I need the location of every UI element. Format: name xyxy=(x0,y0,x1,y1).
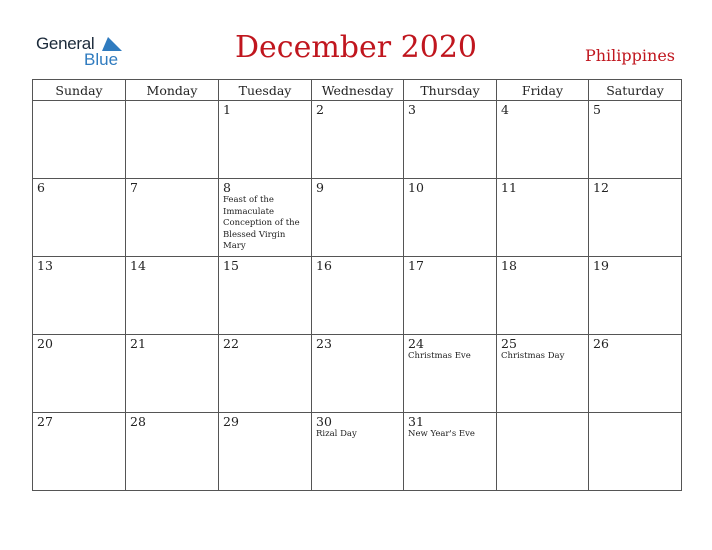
day-cell xyxy=(33,257,126,335)
day-cell xyxy=(404,179,497,257)
day-cell xyxy=(126,179,219,257)
day-cell xyxy=(219,335,312,413)
day-cell xyxy=(126,413,219,491)
day-number: 14 xyxy=(130,258,146,273)
day-number xyxy=(497,413,588,415)
holiday-label: Rizal Day xyxy=(316,429,357,439)
day-cell xyxy=(589,413,682,491)
day-number: 18 xyxy=(501,258,517,273)
day-number: 7 xyxy=(130,180,138,195)
day-cell xyxy=(404,335,497,413)
day-number: 24 xyxy=(408,336,424,351)
day-number xyxy=(126,101,218,103)
holiday-label: New Year's Eve xyxy=(408,429,475,439)
day-number: 2 xyxy=(316,102,324,117)
weekday-header: Thursday xyxy=(404,80,497,101)
day-cell xyxy=(497,413,589,491)
logo-blue-text: Blue xyxy=(84,50,119,69)
day-cell xyxy=(589,179,682,257)
day-number: 11 xyxy=(501,180,517,195)
logo-general-text: General xyxy=(36,34,95,53)
day-number: 3 xyxy=(408,102,416,117)
week-row xyxy=(33,413,682,491)
week-row xyxy=(33,101,682,179)
day-cell xyxy=(404,257,497,335)
day-number: 31 xyxy=(408,414,424,429)
day-cell xyxy=(404,101,497,179)
day-number: 21 xyxy=(130,336,146,351)
holiday-label: Christmas Day xyxy=(501,351,565,361)
day-number: 15 xyxy=(223,258,239,273)
day-cell xyxy=(589,335,682,413)
day-number: 17 xyxy=(408,258,424,273)
day-cell xyxy=(589,101,682,179)
day-number: 13 xyxy=(37,258,53,273)
day-number: 19 xyxy=(593,258,609,273)
day-cell xyxy=(404,413,497,491)
weekday-header: Monday xyxy=(126,80,219,101)
day-cell xyxy=(219,257,312,335)
weekday-header: Saturday xyxy=(589,80,682,101)
weekday-header: Friday xyxy=(497,80,589,101)
day-number: 20 xyxy=(37,336,53,351)
day-number: 9 xyxy=(316,180,324,195)
day-number: 25 xyxy=(501,336,517,351)
day-cell xyxy=(219,179,312,257)
week-row xyxy=(33,257,682,335)
day-number xyxy=(33,101,125,103)
day-cell xyxy=(497,257,589,335)
day-cell xyxy=(497,101,589,179)
day-cell xyxy=(33,179,126,257)
day-number: 4 xyxy=(501,102,509,117)
weekday-header-row xyxy=(33,80,682,101)
day-cell xyxy=(126,335,219,413)
week-row xyxy=(33,179,682,257)
day-cell xyxy=(312,335,404,413)
holiday-label: Christmas Eve xyxy=(408,351,471,361)
day-number: 22 xyxy=(223,336,239,351)
weekday-header: Sunday xyxy=(33,80,126,101)
day-number: 23 xyxy=(316,336,332,351)
day-cell xyxy=(497,179,589,257)
day-number: 8 xyxy=(223,180,231,195)
day-cell xyxy=(33,413,126,491)
day-number: 26 xyxy=(593,336,609,351)
day-cell xyxy=(126,257,219,335)
day-cell xyxy=(312,413,404,491)
day-number: 30 xyxy=(316,414,332,429)
day-number: 1 xyxy=(223,102,231,117)
day-cell xyxy=(497,335,589,413)
day-cell xyxy=(33,335,126,413)
day-cell xyxy=(219,101,312,179)
day-number: 16 xyxy=(316,258,332,273)
day-number: 6 xyxy=(37,180,45,195)
calendar-grid xyxy=(32,79,682,491)
day-cell xyxy=(589,257,682,335)
holiday-label: Feast of the Immaculate Conception of the Blessed Virgin Mary xyxy=(223,195,300,251)
day-number xyxy=(589,413,681,415)
day-cell xyxy=(312,101,404,179)
day-number: 5 xyxy=(593,102,601,117)
weekday-header: Tuesday xyxy=(219,80,312,101)
day-cell xyxy=(33,101,126,179)
day-cell xyxy=(126,101,219,179)
calendar-title: December 2020 xyxy=(235,30,477,65)
day-cell xyxy=(219,413,312,491)
weekday-header: Wednesday xyxy=(312,80,404,101)
day-number: 28 xyxy=(130,414,146,429)
day-cell xyxy=(312,179,404,257)
week-row xyxy=(33,335,682,413)
day-number: 29 xyxy=(223,414,239,429)
day-cell xyxy=(312,257,404,335)
day-number: 27 xyxy=(37,414,53,429)
day-number: 10 xyxy=(408,180,424,195)
day-number: 12 xyxy=(593,180,609,195)
country-label: Philippines xyxy=(584,46,675,65)
